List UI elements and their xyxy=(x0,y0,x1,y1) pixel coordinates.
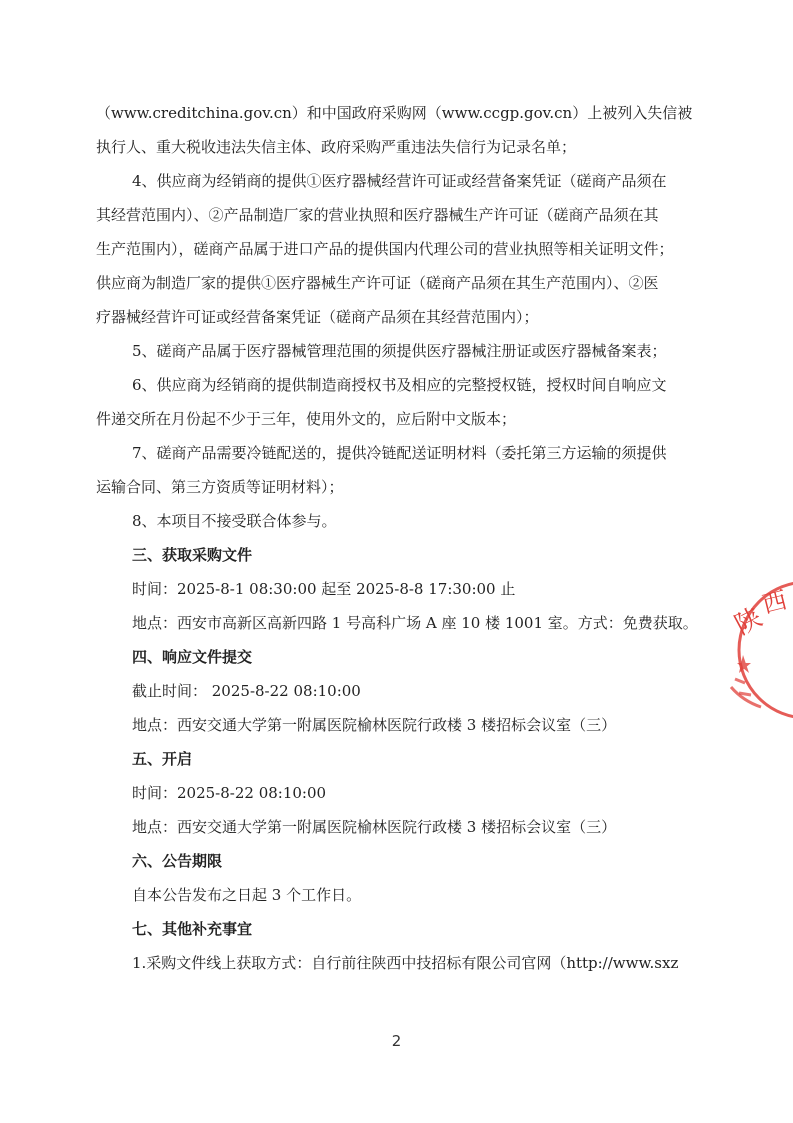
official-seal-icon xyxy=(721,575,793,725)
section-heading-other-matters: 七、其他补充事宜 xyxy=(132,920,253,938)
paragraph-requirement-6-cont xyxy=(96,402,708,436)
section-heading-obtain-documents: 三、获取采购文件 xyxy=(132,546,253,564)
section-heading-opening: 五、开启 xyxy=(132,750,193,768)
paragraph-requirement-4 xyxy=(96,164,708,198)
page-number: 2 xyxy=(391,1032,402,1050)
notice-period-text: 自本公告发布之日起 3 个工作日。 xyxy=(132,886,362,904)
text-line: 8、本项目不接受联合体参与。 xyxy=(132,512,337,530)
text-line: 疗器械经营许可证或经营备案凭证（磋商产品须在其经营范围内）； xyxy=(96,308,539,326)
paragraph-requirement-8 xyxy=(96,504,708,538)
paragraph-requirement-4-cont xyxy=(96,198,708,334)
text-line: 执行人、重大税收违法失信主体、政府采购严重违法失信行为记录名单； xyxy=(96,138,577,156)
text-line: 供应商为制造厂家的提供①医疗器械生产许可证（磋商产品须在其生产范围内）、②医 xyxy=(96,274,659,292)
paragraph-requirement-5 xyxy=(96,334,708,368)
paragraph-blacklist-continued xyxy=(96,96,708,164)
paragraph-requirement-6 xyxy=(96,368,708,402)
opening-time: 时间：2025-8-22 08:10:00 xyxy=(132,784,327,802)
svg-text:陕: 陕 xyxy=(730,602,768,642)
text-line: 4、供应商为经销商的提供①医疗器械经营许可证或经营备案凭证（磋商产品须在 xyxy=(132,172,667,190)
document-body xyxy=(96,96,708,980)
text-line: 生产范围内），磋商产品属于进口产品的提供国内代理公司的营业执照等相关证明文件； xyxy=(96,240,674,258)
obtain-time: 时间：2025-8-1 08:30:00 起至 2025-8-8 17:30:00 止 xyxy=(132,580,516,598)
paragraph-requirement-7-cont xyxy=(96,470,708,504)
text-line: 件递交所在月份起不少于三年，使用外文的，应后附中文版本； xyxy=(96,410,517,428)
section-heading-notice-period: 六、公告期限 xyxy=(132,852,223,870)
svg-text:西: 西 xyxy=(759,585,790,619)
section-heading-submission: 四、响应文件提交 xyxy=(132,648,253,666)
submission-place: 地点：西安交通大学第一附属医院榆林医院行政楼 3 楼招标会议室（三） xyxy=(132,716,617,734)
text-line: 5、磋商产品属于医疗器械管理范围的须提供医疗器械注册证或医疗器械备案表； xyxy=(132,342,667,360)
paragraph-requirement-7 xyxy=(96,436,708,470)
opening-place: 地点：西安交通大学第一附属医院榆林医院行政楼 3 楼招标会议室（三） xyxy=(132,818,617,836)
obtain-place: 地点：西安市高新区高新四路 1 号高科广场 A 座 10 楼 1001 室。方式：免费获取。 xyxy=(132,614,698,632)
submission-deadline: 截止时间： 2025-8-22 08:10:00 xyxy=(132,682,361,700)
text-line: （www.creditchina.gov.cn）和中国政府采购网（www.ccgp.gov.cn）上被列入失信被 xyxy=(96,104,693,122)
text-line: 1.采购文件线上获取方式：自行前往陕西中技招标有限公司官网（http://www.sxz xyxy=(132,954,679,972)
text-line: 6、供应商为经销商的提供制造商授权书及相应的完整授权链，授权时间自响应文 xyxy=(132,376,667,394)
text-line: 其经营范围内）、②产品制造厂家的营业执照和医疗器械生产许可证（磋商产品须在其 xyxy=(96,206,659,224)
text-line: 运输合同、第三方资质等证明材料）； xyxy=(96,478,344,496)
other-matters-item-1 xyxy=(96,946,708,980)
text-line: 7、磋商产品需要冷链配送的，提供冷链配送证明材料（委托第三方运输的须提供 xyxy=(132,444,667,462)
